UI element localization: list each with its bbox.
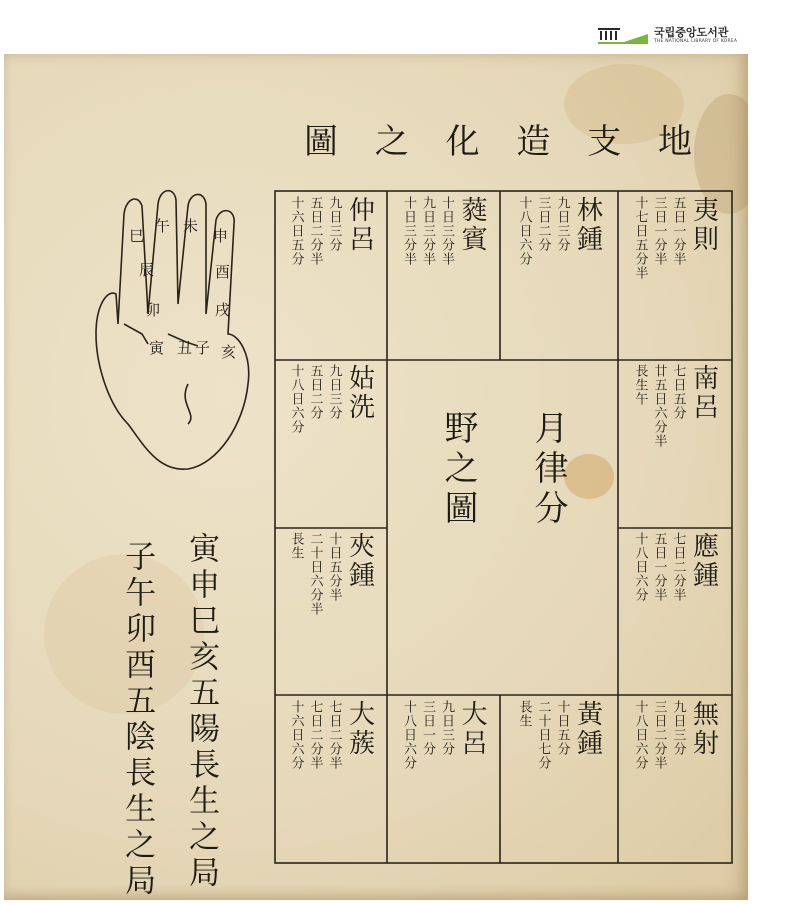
cell-value: 十七日五分半 — [632, 196, 648, 280]
cell-value: 九日三分 — [326, 196, 342, 252]
table-cell — [389, 700, 498, 860]
cell-value: 十日五分 — [554, 700, 570, 756]
hand-label-top: 巳 — [127, 228, 145, 246]
center-label-left: 野之圖 — [438, 410, 478, 530]
hand-label-left: 辰 — [137, 262, 155, 280]
cell-name: 無射 — [688, 700, 719, 758]
table-cell — [277, 196, 385, 356]
book-page — [4, 54, 748, 900]
cell-value: 七日二分半 — [670, 532, 686, 602]
cell-value: 五日一分半 — [651, 532, 667, 602]
cell-value: 十日三分半 — [401, 196, 416, 266]
table-cell — [620, 700, 730, 860]
title-char: 之 — [374, 122, 411, 162]
table-cell — [277, 532, 385, 692]
cell-name: 夾鍾 — [344, 532, 375, 590]
hand-label-right: 亥 — [219, 344, 237, 362]
cell-value: 九日三分 — [439, 700, 454, 756]
cell-value: 九日三分 — [670, 700, 686, 756]
title-char: 圖 — [304, 122, 340, 162]
cell-value: 十八日六分 — [632, 700, 648, 770]
poem-line-yang: 寅申巳亥五陽長生之局 — [183, 532, 220, 892]
table-cell — [389, 196, 498, 356]
cell-value: 五日二分半 — [307, 196, 323, 266]
page-title — [304, 114, 694, 163]
palm-diagram — [88, 184, 258, 474]
cell-value: 十八日六分 — [288, 364, 304, 434]
hand-label-bottom: 子 — [193, 340, 211, 358]
cell-value: 九日三分半 — [420, 196, 435, 266]
table-cell — [502, 700, 616, 860]
cell-value: 十六日五分 — [288, 196, 304, 266]
cell-value: 七日五分 — [670, 364, 686, 420]
library-logo-icon — [598, 26, 648, 46]
cell-value: 二十日七分 — [535, 700, 551, 770]
cell-value: 九日三分 — [326, 364, 342, 420]
cell-name: 南呂 — [688, 364, 719, 422]
cell-name: 仲呂 — [344, 196, 375, 254]
cell-value: 十六日六分 — [288, 700, 304, 770]
cell-name: 大呂 — [457, 700, 487, 758]
hand-label-right: 酉 — [213, 264, 231, 282]
cell-value: 二十日六分半 — [307, 532, 323, 616]
cell-name: 應鍾 — [688, 532, 719, 590]
cell-value: 三日二分半 — [651, 700, 667, 770]
cell-value: 五日二分 — [307, 364, 323, 420]
table-cell — [277, 364, 385, 524]
hand-label-top: 未 — [181, 218, 199, 236]
cell-value: 十日三分半 — [439, 196, 454, 266]
hand-label-bottom: 丑 — [175, 340, 193, 358]
table-cell — [620, 532, 730, 692]
library-logo — [598, 24, 737, 48]
cell-value: 七日二分半 — [307, 700, 323, 770]
title-char: 造 — [516, 122, 553, 162]
zodiac-table — [274, 190, 733, 864]
cell-name: 夷則 — [688, 196, 719, 254]
library-name-english: THE NATIONAL LIBRARY OF KOREA — [654, 39, 738, 45]
hand-label-left: 寅 — [147, 340, 165, 358]
cell-value: 十八日六分 — [401, 700, 416, 770]
title-char: 地 — [657, 122, 694, 162]
cell-stem: 長生 — [516, 700, 532, 728]
cell-value: 七日二分半 — [326, 700, 342, 770]
hand-label-right: 申 — [211, 228, 229, 246]
table-cell — [277, 700, 385, 860]
table-cell — [620, 196, 730, 356]
cell-value: 十日五分半 — [326, 532, 342, 602]
cell-name: 黃鍾 — [572, 700, 603, 758]
hand-label-left: 卯 — [143, 302, 161, 320]
cell-stem: 長生午 — [632, 364, 648, 406]
cell-value: 三日二分 — [535, 196, 551, 252]
title-char: 支 — [587, 122, 624, 162]
cell-stem: 長生 — [288, 532, 304, 560]
center-label-right: 月律分 — [528, 410, 568, 530]
poem-line-yin: 子午卯酉五陰長生之局 — [119, 540, 156, 900]
title-char: 化 — [445, 122, 482, 162]
cell-value: 十八日六分 — [516, 196, 532, 266]
table-cell — [620, 364, 730, 524]
cell-name: 林鍾 — [572, 196, 603, 254]
hand-label-right: 戌 — [213, 302, 231, 320]
cell-value: 廿五日六分半 — [651, 364, 667, 448]
library-name-korean: 국립중앙도서관 — [654, 26, 729, 40]
cell-name: 大蔟 — [344, 700, 375, 758]
cell-name: 姑洗 — [344, 364, 375, 422]
hand-outline-icon — [88, 184, 258, 474]
hand-label-top: 午 — [153, 218, 171, 236]
cell-value: 九日三分 — [554, 196, 570, 252]
cell-value: 十八日六分 — [632, 532, 648, 602]
cell-name: 蕤賓 — [457, 196, 487, 254]
cell-value: 三日一分半 — [651, 196, 667, 266]
table-cell — [502, 196, 616, 356]
cell-value: 五日一分半 — [670, 196, 686, 266]
cell-value: 三日一分 — [420, 700, 435, 756]
